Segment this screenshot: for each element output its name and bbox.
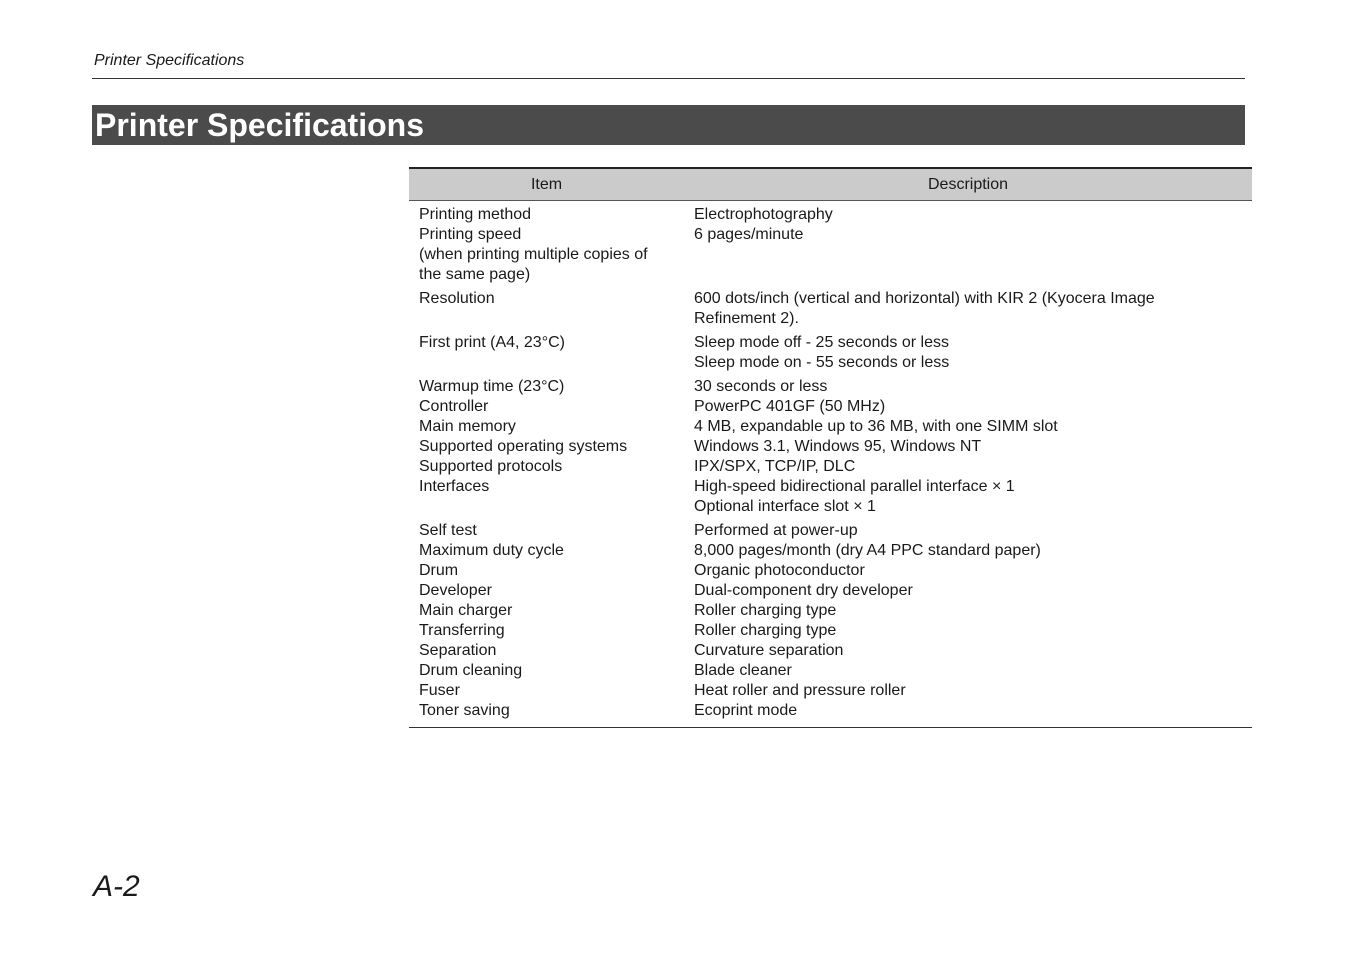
spec-description-cell xyxy=(684,289,1252,333)
spec-description-cell xyxy=(684,417,1252,437)
spec-description-cell xyxy=(684,541,1252,561)
spec-item-text: Resolution xyxy=(419,290,495,307)
spec-item-text: Toner saving xyxy=(419,702,510,719)
spec-item-cell xyxy=(409,601,684,621)
spec-description-text: Roller charging type xyxy=(694,602,837,619)
spec-description-text: Electrophotography xyxy=(694,206,833,223)
spec-item-cell xyxy=(409,521,684,541)
table-row xyxy=(409,417,1252,437)
spec-description-cell xyxy=(684,661,1252,681)
header-rule xyxy=(92,78,1245,79)
section-title-bar xyxy=(92,105,1245,145)
spec-description-text: Curvature separation xyxy=(694,642,844,659)
spec-description-text: Performed at power-up xyxy=(694,522,858,539)
spec-item-text: Supported operating systems xyxy=(419,438,628,455)
spec-item-text: Printing speed xyxy=(419,226,522,243)
spec-item-text: Transferring xyxy=(419,622,505,639)
spec-item-text: Separation xyxy=(419,642,497,659)
spec-table xyxy=(409,167,1252,728)
column-header-item: Item xyxy=(409,168,684,201)
spec-description-cell xyxy=(684,437,1252,457)
spec-description-cell xyxy=(684,477,1252,521)
table-row xyxy=(409,641,1252,661)
spec-description-text: Heat roller and pressure roller xyxy=(694,682,906,699)
table-row xyxy=(409,397,1252,417)
spec-description-text: 30 seconds or less xyxy=(694,378,828,395)
spec-item-cell xyxy=(409,333,684,377)
spec-description-text: 600 dots/inch (vertical and horizontal) with KIR 2 (Kyocera Image xyxy=(694,290,1155,307)
spec-description-text: Dual-component dry developer xyxy=(694,582,913,599)
spec-description-cell xyxy=(684,201,1252,226)
table-row xyxy=(409,541,1252,561)
table-row xyxy=(409,581,1252,601)
spec-item-cell xyxy=(409,417,684,437)
spec-item-cell xyxy=(409,225,684,289)
spec-description-text: IPX/SPX, TCP/IP, DLC xyxy=(694,458,856,475)
table-row xyxy=(409,701,1252,728)
spec-item-text: the same page) xyxy=(419,266,531,283)
spec-description-text: Windows 3.1, Windows 95, Windows NT xyxy=(694,438,982,455)
spec-description-text: Sleep mode off - 25 seconds or less xyxy=(694,334,949,351)
spec-description-text: Organic photoconductor xyxy=(694,562,865,579)
spec-description-cell xyxy=(684,333,1252,377)
table-row xyxy=(409,457,1252,477)
spec-item-cell xyxy=(409,477,684,521)
table-row xyxy=(409,621,1252,641)
spec-item-text: Self test xyxy=(419,522,477,539)
spec-item-text: (when printing multiple copies of xyxy=(419,246,648,263)
spec-description-text: 4 MB, expandable up to 36 MB, with one SIMM slot xyxy=(694,418,1058,435)
spec-item-cell xyxy=(409,437,684,457)
spec-item-text: Maximum duty cycle xyxy=(419,542,564,559)
spec-description-text: Blade cleaner xyxy=(694,662,792,679)
spec-description-text: Sleep mode on - 55 seconds or less xyxy=(694,354,950,371)
spec-item-cell xyxy=(409,541,684,561)
table-row xyxy=(409,561,1252,581)
spec-description-cell xyxy=(684,397,1252,417)
table-row xyxy=(409,377,1252,397)
spec-item-cell xyxy=(409,661,684,681)
spec-item-cell xyxy=(409,641,684,661)
table-row xyxy=(409,333,1252,377)
spec-description-cell xyxy=(684,621,1252,641)
spec-description-cell xyxy=(684,225,1252,289)
spec-item-cell xyxy=(409,621,684,641)
section-title: Printer Specifications xyxy=(95,107,424,143)
spec-item-text: Drum xyxy=(419,562,459,579)
spec-item-text: First print (A4, 23°C) xyxy=(419,334,565,351)
table-row xyxy=(409,477,1252,521)
table-row xyxy=(409,225,1252,289)
spec-description-cell xyxy=(684,521,1252,541)
spec-description-cell xyxy=(684,641,1252,661)
spec-description-text: High-speed bidirectional parallel interface × 1 xyxy=(694,478,1015,495)
spec-description-text: PowerPC 401GF (50 MHz) xyxy=(694,398,886,415)
table-body xyxy=(409,201,1252,728)
spec-item-cell xyxy=(409,457,684,477)
spec-description-cell xyxy=(684,601,1252,621)
table-row xyxy=(409,681,1252,701)
spec-item-cell xyxy=(409,581,684,601)
spec-description-text: Roller charging type xyxy=(694,622,837,639)
column-header-description: Description xyxy=(684,168,1252,201)
spec-description-text: Ecoprint mode xyxy=(694,702,798,719)
spec-item-cell xyxy=(409,397,684,417)
spec-item-cell xyxy=(409,201,684,226)
spec-description-cell xyxy=(684,581,1252,601)
spec-description-cell xyxy=(684,701,1252,728)
spec-description-cell xyxy=(684,377,1252,397)
running-header: Printer Specifications xyxy=(94,52,245,69)
spec-description-text: Refinement 2). xyxy=(694,310,799,327)
table-row xyxy=(409,601,1252,621)
spec-item-text: Supported protocols xyxy=(419,458,563,475)
spec-item-text: Main memory xyxy=(419,418,516,435)
spec-item-text: Developer xyxy=(419,582,492,599)
table-row xyxy=(409,289,1252,333)
spec-item-text: Interfaces xyxy=(419,478,490,495)
spec-item-text: Warmup time (23°C) xyxy=(419,378,565,395)
spec-description-cell xyxy=(684,681,1252,701)
spec-item-text: Fuser xyxy=(419,682,460,699)
table-row xyxy=(409,437,1252,457)
table-row xyxy=(409,521,1252,541)
spec-item-text: Main charger xyxy=(419,602,513,619)
table-row xyxy=(409,201,1252,226)
spec-item-text: Printing method xyxy=(419,206,532,223)
spec-item-text: Controller xyxy=(419,398,489,415)
spec-item-cell xyxy=(409,289,684,333)
table-header-row xyxy=(409,168,1252,201)
spec-item-text: Drum cleaning xyxy=(419,662,523,679)
spec-item-cell xyxy=(409,701,684,728)
spec-description-cell xyxy=(684,457,1252,477)
spec-item-cell xyxy=(409,561,684,581)
spec-description-cell xyxy=(684,561,1252,581)
spec-item-cell xyxy=(409,681,684,701)
spec-description-text: Optional interface slot × 1 xyxy=(694,498,876,515)
table-row xyxy=(409,661,1252,681)
spec-description-text: 8,000 pages/month (dry A4 PPC standard paper) xyxy=(694,542,1041,559)
spec-description-text: 6 pages/minute xyxy=(694,226,804,243)
spec-item-cell xyxy=(409,377,684,397)
page-number: A-2 xyxy=(93,870,140,903)
